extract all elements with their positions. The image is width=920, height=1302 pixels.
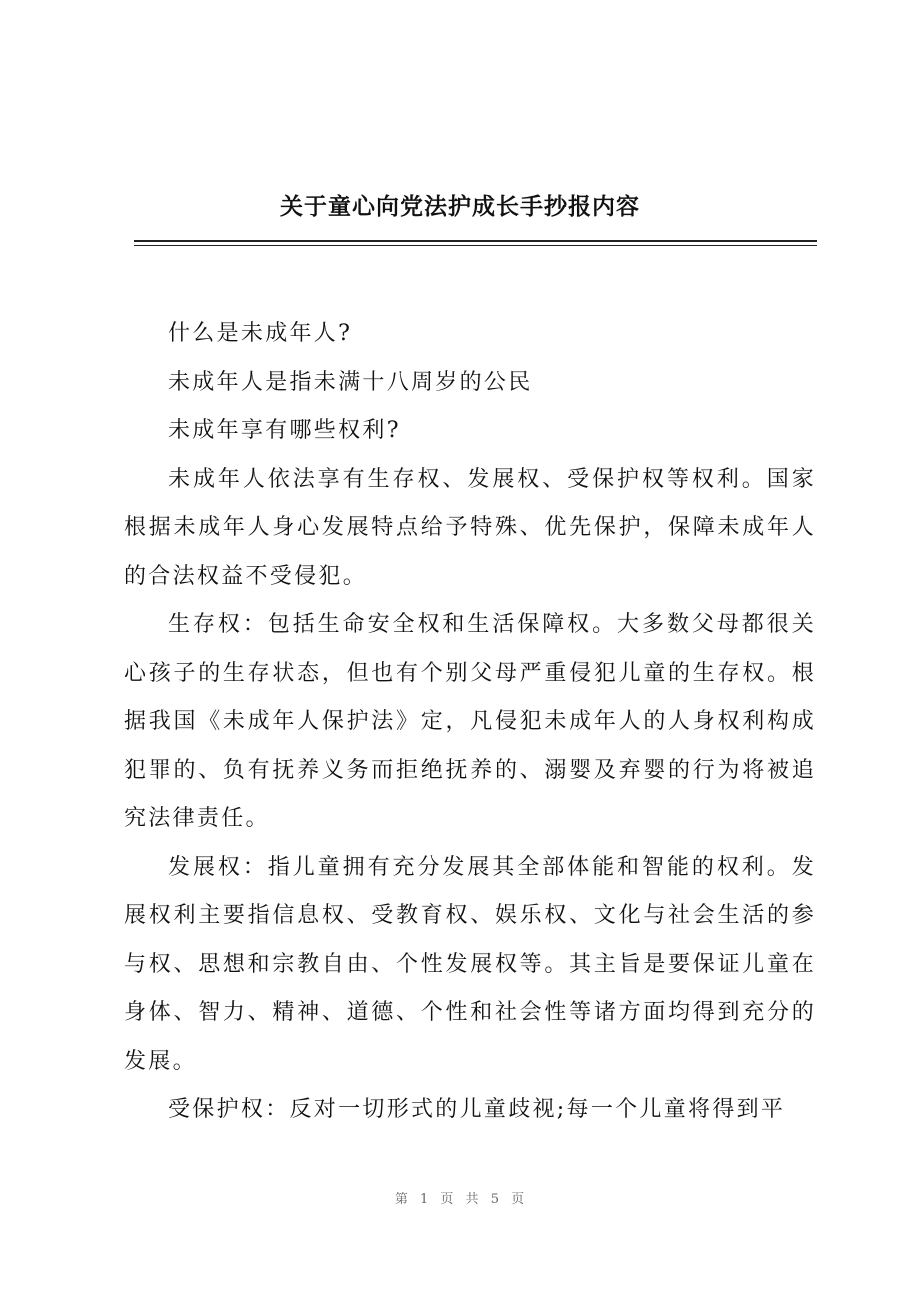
page-title: 关于童心向党法护成长手抄报内容: [280, 194, 640, 220]
paragraph: 生存权：包括生命安全权和生活保障权。大多数父母都很关心孩子的生存状态，但也有个别父母严重侵犯儿童的生存权。根据我国《未成年人保护法》定，凡侵犯未成年人的人身权利构成犯罪的、负有抚养义务而拒绝抚养的、溺婴及弃婴的行为将被追究法律责任。: [124, 612, 816, 831]
paragraph: 未成年人是指未满十八周岁的公民: [168, 369, 533, 395]
paragraph: 发展权：指儿童拥有充分发展其全部体能和智能的权利。发展权利主要指信息权、受教育权、娱乐权、文化与社会生活的参与权、思想和宗教自由、个性发展权等。其主旨是要保证儿童在身体、智力、精神、道德、个性和社会性等诸方面均得到充分的发展。: [124, 854, 816, 1074]
title-divider-thin: [134, 245, 817, 246]
paragraph: 受保护权：反对一切形式的儿童歧视;每一个儿童将得到平: [168, 1097, 786, 1122]
page-footer: 第 1 页 共 5 页: [394, 1192, 526, 1207]
document-body: [124, 310, 816, 1135]
paragraph: 未成年人依法享有生存权、发展权、受保护权等权利。国家根据未成年人身心发展特点给予特殊、优先保护，保障未成年人的合法权益不受侵犯。: [124, 466, 816, 589]
paragraph: 未成年享有哪些权利?: [168, 418, 401, 443]
title-divider-thick: [134, 240, 817, 242]
paragraph: 什么是未成年人?: [168, 321, 353, 346]
